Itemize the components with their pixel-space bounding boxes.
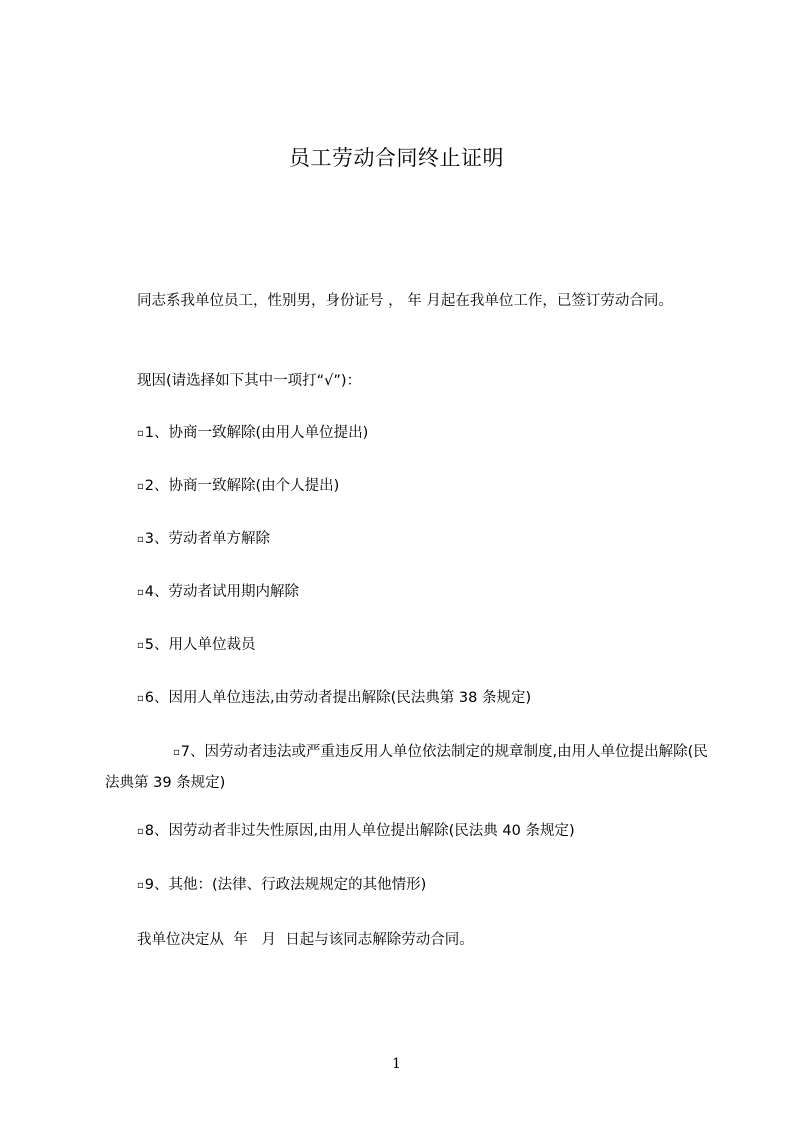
option-label: 4、劳动者试用期内解除 (144, 584, 300, 600)
checkbox-icon: ▫ (137, 534, 144, 545)
option-item (137, 423, 368, 444)
option-label: 8、因劳动者非过失性原因,由用人单位提出解除(民法典 40 条规定) (144, 823, 575, 839)
decision-paragraph: 我单位决定从 年 月 日起与该同志解除劳动合同。 (137, 932, 474, 948)
document-title: 员工劳动合同终止证明 (289, 146, 504, 170)
checkbox-icon: ▫ (137, 826, 144, 837)
checkbox-icon: ▫ (137, 880, 144, 891)
option-label: 7、因劳动者违法或严重违反用人单位依法制定的规章制度,由用人单位提出解除(民法典第 39 条规定) (105, 744, 708, 791)
option-label: 1、协商一致解除(由用人单位提出) (144, 425, 369, 441)
option-item-wrapped (105, 737, 711, 798)
reason-prompt: 现因(请选择如下其中一项打“√”)： (137, 373, 362, 389)
option-label: 9、其他：(法律、行政法规规定的其他情形) (144, 877, 427, 893)
option-item (137, 529, 270, 550)
checkbox-icon: ▫ (173, 747, 180, 758)
option-item (137, 821, 575, 842)
option-item (137, 688, 531, 709)
checkbox-icon: ▫ (137, 587, 144, 598)
option-label: 6、因用人单位违法,由劳动者提出解除(民法典第 38 条规定) (144, 690, 532, 706)
option-label: 2、协商一致解除(由个人提出) (144, 478, 340, 494)
page-number: 1 (392, 1056, 401, 1072)
option-item (137, 582, 299, 603)
checkbox-icon: ▫ (137, 481, 144, 492)
option-label: 3、劳动者单方解除 (144, 531, 271, 547)
option-item (137, 476, 339, 497)
checkbox-icon: ▫ (137, 640, 144, 651)
option-item (137, 635, 256, 656)
intro-paragraph: 同志系我单位员工，性别男，身份证号 ， 年 月起在我单位工作，已签订劳动合同。 (137, 293, 673, 309)
checkbox-icon: ▫ (137, 693, 144, 704)
option-item (137, 875, 426, 896)
checkbox-icon: ▫ (137, 428, 144, 439)
option-label: 5、用人单位裁员 (144, 637, 256, 653)
